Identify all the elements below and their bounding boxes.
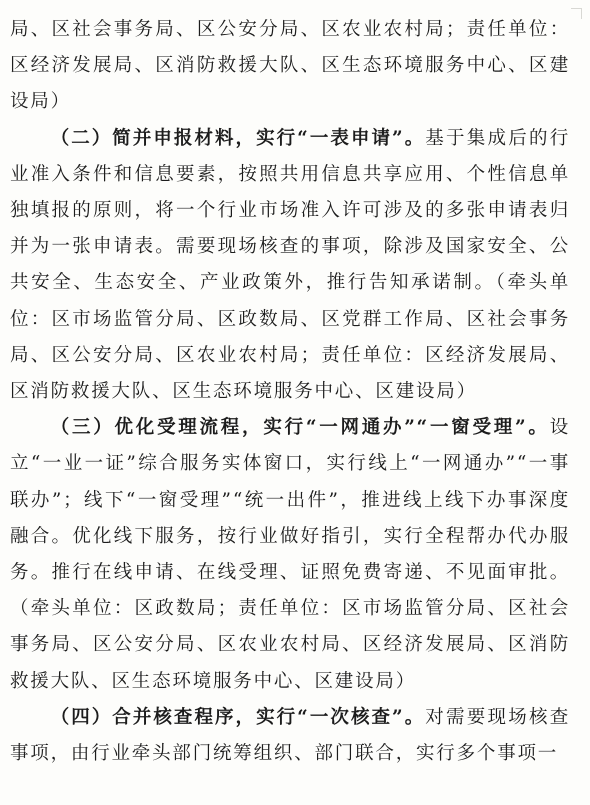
- paragraph-continuation: [10, 12, 570, 121]
- paragraph-section-4: [10, 700, 570, 772]
- section-2-heading: （二）简并申报材料，实行“一表申请”。: [50, 127, 426, 149]
- section-3-heading: （三）优化受理流程，实行“一网通办”“一窗受理”。: [50, 417, 550, 439]
- page-corner-mark: [571, 8, 582, 19]
- paragraph-body: 局、区社会事务局、区公安分局、区农业农村局；责任单位：区经济发展局、区消防救援大队、区生态环境服务中心、区建设局）: [10, 19, 570, 113]
- document-page: [10, 12, 570, 772]
- paragraph-section-2: [10, 121, 570, 411]
- section-4-heading: （四）合并核查程序，实行“一次核查”。: [50, 706, 426, 728]
- section-4-body: 对需要现场核查事项，由行业牵头部门统筹组织、部门联合，实行多个事项一: [10, 706, 570, 765]
- paragraph-section-3: [10, 410, 570, 700]
- section-3-body: 设立“一业一证”综合服务实体窗口，实行线上“一网通办”“一事联办”；线下“一窗受理”“统一出件”，推进线上线下办事深度融合。优化线下服务，按行业做好指引，实行全程帮办代办服务。推行在线申请、在线受理、证照免费寄递、不见面审批。（牵头单位：区政数局；责任单位：区市场监管分局、区社会事务局、区公安分局、区农业农村局、区经济发展局、区消防救援大队、区生态环境服务中心、区建设局）: [10, 417, 570, 692]
- section-2-body: 基于集成后的行业准入条件和信息要素，按照共用信息共享应用、个性信息单独填报的原则，将一个行业市场准入许可涉及的多张申请表归并为一张申请表。需要现场核查的事项，除涉及国家安全、公共安全、生态安全、产业政策外，推行告知承诺制。（牵头单位：区市场监管分局、区政数局、区党群工作局、区社会事务局、区公安分局、区农业农村局；责任单位：区经济发展局、区消防救援大队、区生态环境服务中心、区建设局）: [10, 127, 570, 403]
